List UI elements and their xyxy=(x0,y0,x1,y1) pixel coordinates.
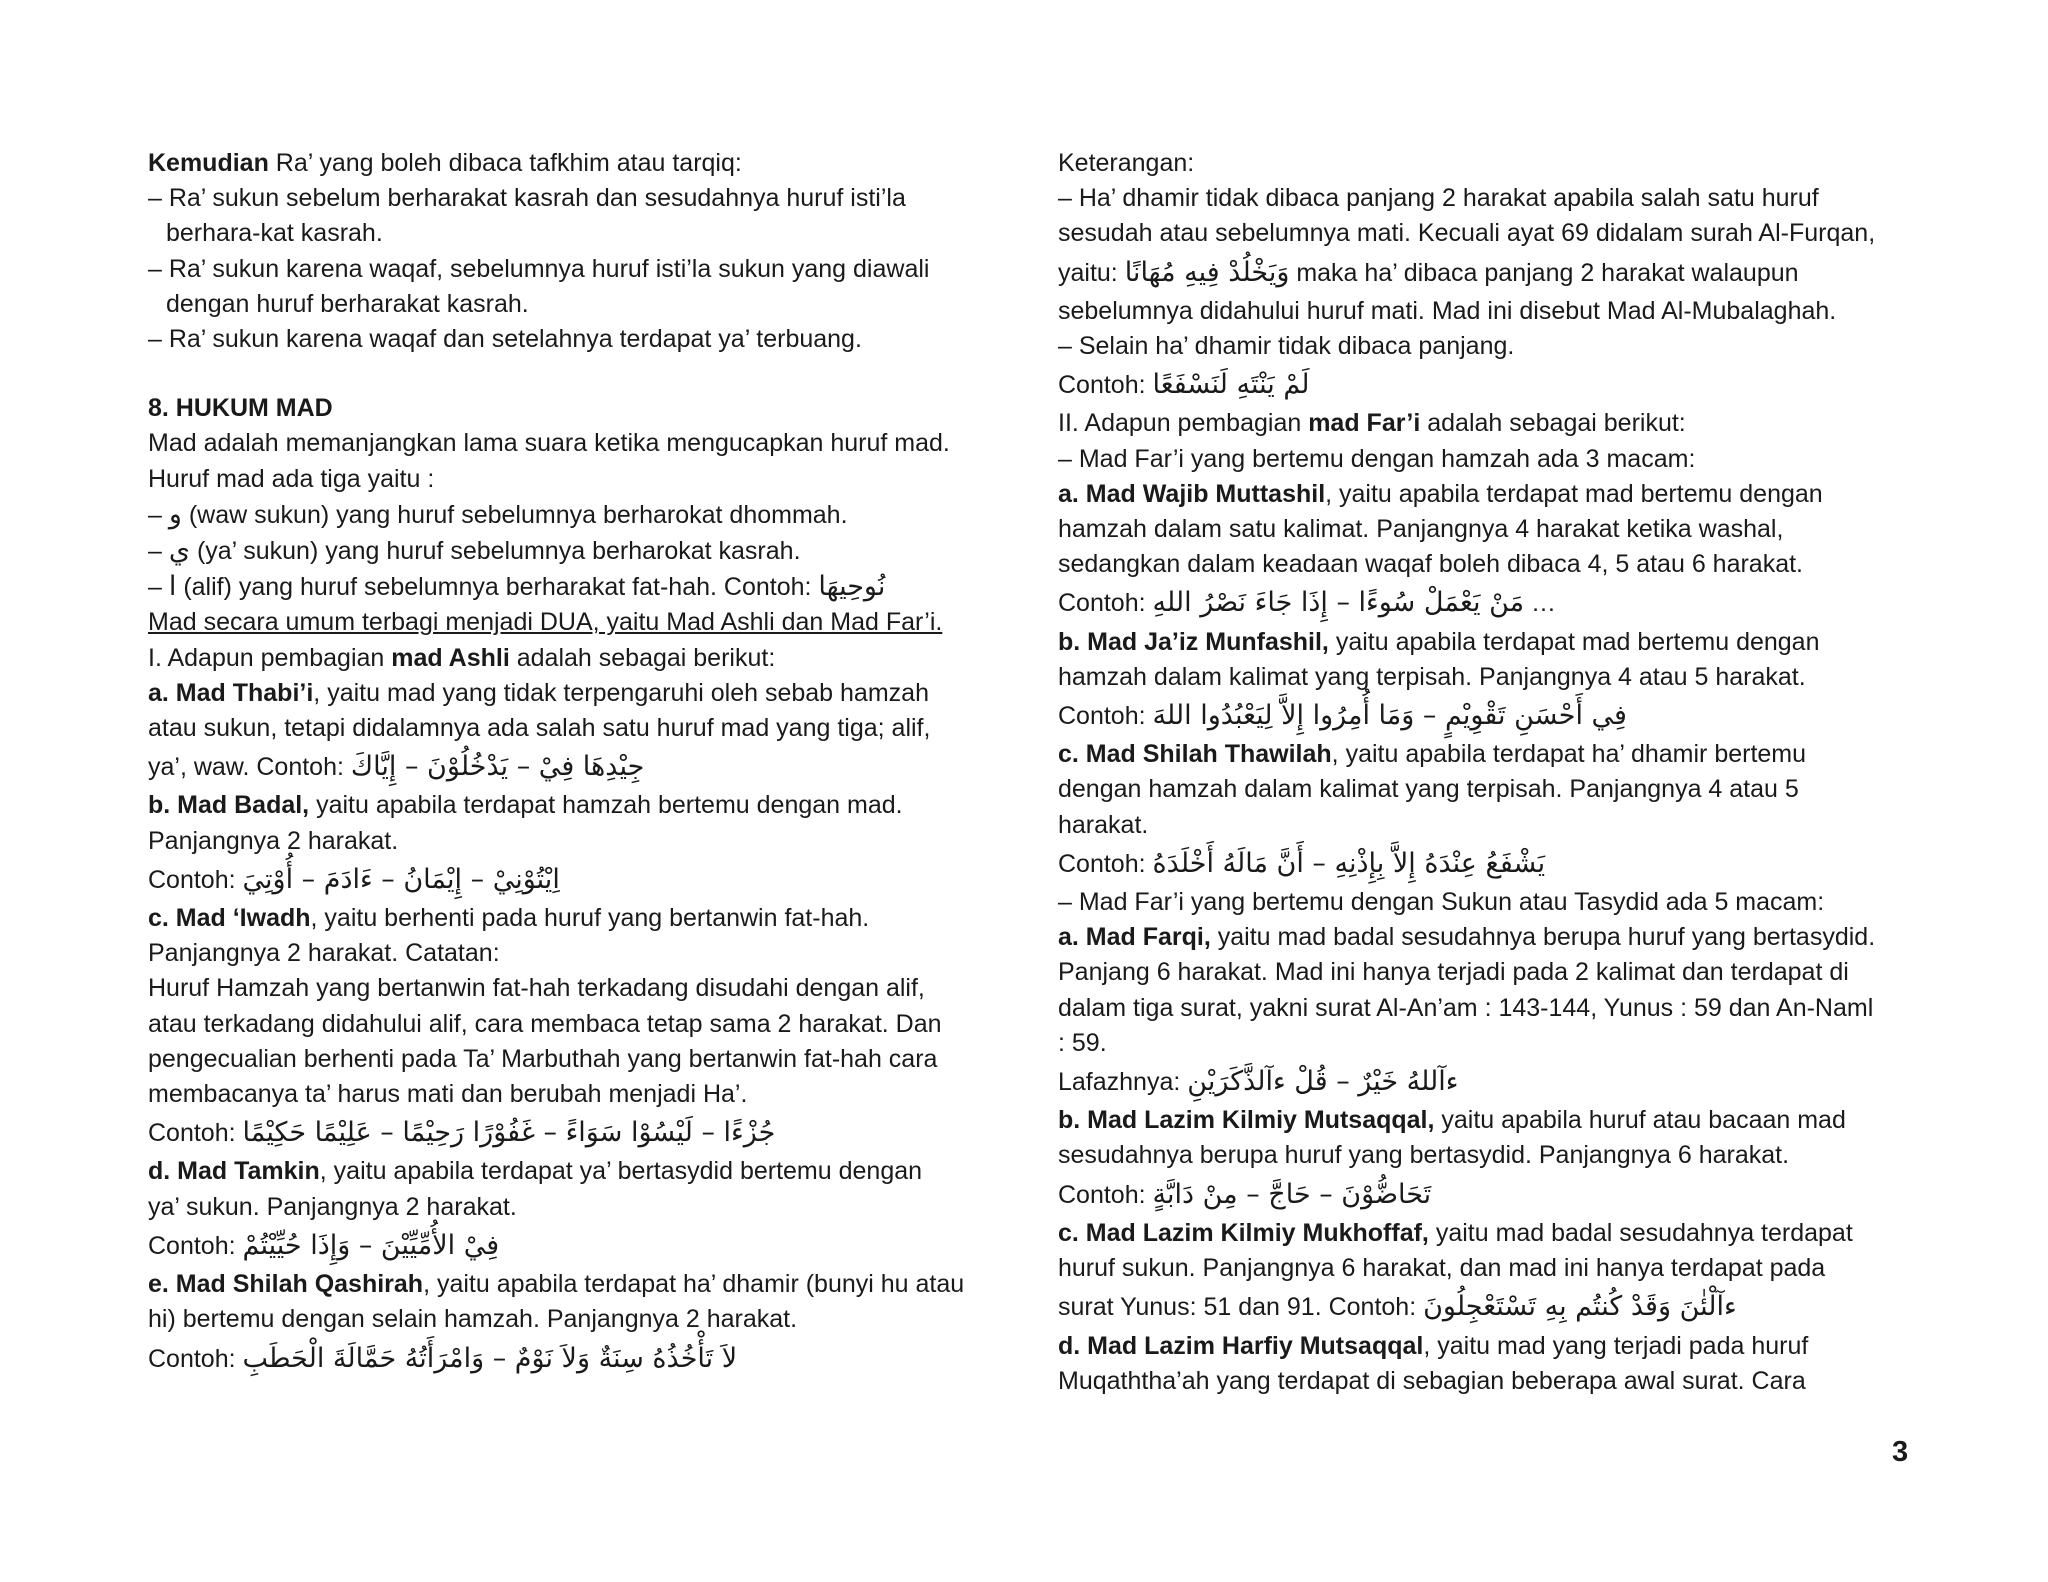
ra-heading: Kemudian xyxy=(148,149,269,177)
arabic-example: جِيْدِهَا فِيْ – يَدْخُلُوْنَ – إِيَّاكَ xyxy=(350,751,645,783)
iwadh-note-3: pengecualian berhenti pada Ta’ Marbuthah yang bertanwin fat-hah cara xyxy=(148,1044,938,1073)
sukun-intro: – Mad Far’i yang bertemu dengan Sukun atau Tasydid ada 5 macam: xyxy=(1058,888,1825,917)
selain-line: – Selain ha’ dhamir tidak dibaca panjang. xyxy=(1058,332,1515,361)
tamkin-example-line: Contoh: فِيْ الأُمِّيِّيْنَ – وَإِذَا حُيِّيْتُمْ xyxy=(148,1229,500,1261)
thawilah-line1: c. Mad Shilah Thawilah, yaitu apabila terdapat ha’ dhamir bertemu xyxy=(1058,740,1807,769)
farqi-line2: Panjang 6 harakat. Mad ini hanya terjadi pada 2 kalimat dan terdapat di xyxy=(1058,958,1849,987)
badal-line2: Panjangnya 2 harakat. xyxy=(148,826,399,855)
thawilah-line2: dengan hamzah dalam kalimat yang terpisah. Panjangnya 4 atau 5 xyxy=(1058,775,1799,804)
iwadh-example-line: Contoh: جُزْءًا – لَيْسُوْا سَوَاءً – غَفُوْرًا رَحِيْمًا – عَلِيْمًا حَكِيْمًا xyxy=(148,1117,776,1149)
arabic-example: وَيَخْلُدْ فِيهِ مُهَانًا xyxy=(1124,256,1290,288)
thabii-line2: atau sukun, tetapi didalamnya ada salah satu huruf mad yang tiga; alif, xyxy=(148,714,931,743)
thawilah-example-line: Contoh: يَشْفَعُ عِنْدَهُ إِلاَّ بِإِذْنِهِ – أَنَّ مَالَهُ أَخْلَدَهُ xyxy=(1058,847,1546,879)
mad-letter-alif: – ا (alif) yang huruf sebelumnya berharakat fat-hah. Contoh: نُوحِيهَا xyxy=(148,571,886,603)
kilmiy-mutsaqqal-line1: b. Mad Lazim Kilmiy Mutsaqqal, yaitu apabila huruf atau bacaan mad xyxy=(1058,1106,1846,1135)
arabic-example: جُزْءًا – لَيْسُوْا سَوَاءً – غَفُوْرًا رَحِيْمًا – عَلِيْمًا حَكِيْمًا xyxy=(242,1117,776,1149)
arabic-example: ءآللهُ خَيْرٌ – قُلْ ءآلذَّكَرَيْنِ xyxy=(1187,1066,1459,1098)
ra-rule-3: – Ra’ sukun karena waqaf dan setelahnya terdapat ya’ terbuang. xyxy=(148,325,862,354)
wajib-line2: hamzah dalam satu kalimat. Panjangnya 4 harakat ketika washal, xyxy=(1058,515,1784,544)
farqi-example-line: Lafazhnya: ءآللهُ خَيْرٌ – قُلْ ءآلذَّكَرَيْنِ xyxy=(1058,1066,1459,1098)
mukhoffaf-line3: surat Yunus: 51 dan 91. Contoh: ءآلْئٰنَ وَقَدْ كُنتُم بِهِ تَسْتَعْجِلُونَ xyxy=(1058,1291,1737,1323)
harfiy-line2: Muqaththa’ah yang terdapat di sebagian beberapa awal surat. Cara xyxy=(1058,1366,1806,1395)
mad-letter-waw: – و (waw sukun) yang huruf sebelumnya berharokat dhommah. xyxy=(148,498,848,530)
arabic-example: لَمْ يَنْتَهِ لَنَسْفَعًا xyxy=(1152,369,1310,401)
arabic-example: لاَ تَأْخُذُهُ سِنَةٌ وَلاَ نَوْمٌ – وَامْرَأَتُهُ حَمَّالَةَ الْحَطَبِ xyxy=(242,1342,738,1374)
fari-intro: II. Adapun pembagian mad Far’i adalah sebagai berikut: xyxy=(1058,409,1686,438)
farqi-line3: dalam tiga surat, yakni surat Al-An’am : 143-144, Yunus : 59 dan An-Naml xyxy=(1058,993,1874,1022)
ra-rule-2-cont: dengan huruf berharakat kasrah. xyxy=(166,289,529,318)
mad-letter-ya: – ي (ya’ sukun) yang huruf sebelumnya berharokat kasrah. xyxy=(148,535,801,567)
thawilah-line3: harakat. xyxy=(1058,810,1149,839)
jaiz-line1: b. Mad Ja’iz Munfashil, yaitu apabila terdapat mad bertemu dengan xyxy=(1058,627,1820,656)
ra-rule-1-cont: berhara-kat kasrah. xyxy=(166,219,383,248)
left-column xyxy=(148,146,1018,1380)
ra-rule-1: – Ra’ sukun sebelum berharakat kasrah dan sesudahnya huruf isti’la xyxy=(148,184,906,213)
qashirah-example-line: Contoh: لاَ تَأْخُذُهُ سِنَةٌ وَلاَ نَوْمٌ – وَامْرَأَتُهُ حَمَّالَةَ الْحَطَبِ xyxy=(148,1342,738,1374)
farqi-line4: : 59. xyxy=(1058,1028,1107,1057)
mubalaghah-line: sebelumnya didahului huruf mati. Mad ini disebut Mad Al-Mubalaghah. xyxy=(1058,296,1837,325)
thabii-line1: a. Mad Thabi’i, yaitu mad yang tidak terpengaruhi oleh sebab hamzah xyxy=(148,678,929,707)
jaiz-example-line: Contoh: فِي أَحْسَنِ تَقْوِيْمٍ – وَمَا أُمِرُوا إِلاَّ لِيَعْبُدُوا اللهَ xyxy=(1058,700,1627,732)
harfiy-line1: d. Mad Lazim Harfiy Mutsaqqal, yaitu mad yang terjadi pada huruf xyxy=(1058,1331,1809,1360)
tamkin-line1: d. Mad Tamkin, yaitu apabila terdapat ya’ bertasydid bertemu dengan xyxy=(148,1157,923,1186)
iwadh-note-2: atau terkadang didahului alif, cara membaca tetap sama 2 harakat. Dan xyxy=(148,1009,942,1038)
right-column xyxy=(1058,146,1918,1399)
badal-line1: b. Mad Badal, yaitu apabila terdapat hamzah bertemu dengan mad. xyxy=(148,791,903,820)
jaiz-line2: hamzah dalam kalimat yang terpisah. Panjangnya 4 atau 5 harakat. xyxy=(1058,662,1806,691)
ashli-intro: I. Adapun pembagian mad Ashli adalah sebagai berikut: xyxy=(148,643,776,672)
arabic-example: تَحَاضُّوْنَ – حَاجَّ – مِنْ دَابَّةٍ xyxy=(1152,1178,1432,1210)
hamzah-intro: – Mad Far’i yang bertemu dengan hamzah ada 3 macam: xyxy=(1058,444,1696,473)
qashirah-line1: e. Mad Shilah Qashirah, yaitu apabila terdapat ha’ dhamir (bunyi hu atau xyxy=(148,1270,965,1299)
tamkin-line2: ya’ sukun. Panjangnya 2 harakat. xyxy=(148,1192,517,1221)
wajib-line3: sedangkan dalam keadaan waqaf boleh dibaca 4, 5 atau 6 harakat. xyxy=(1058,550,1803,579)
iwadh-note-4: membacanya ta’ harus mati dan berubah menjadi Ha’. xyxy=(148,1080,748,1109)
furqan-line: yaitu: وَيَخْلُدْ فِيهِ مُهَانًا maka ha’ dibaca panjang 2 harakat walaupun xyxy=(1058,256,1799,288)
ra-rule-2: – Ra’ sukun karena waqaf, sebelumnya huruf isti’la sukun yang diawali xyxy=(148,254,930,283)
mad-definition: Mad adalah memanjangkan lama suara ketika mengucapkan huruf mad. xyxy=(148,429,950,458)
kilmiy-mutsaqqal-example-line: Contoh: تَحَاضُّوْنَ – حَاجَّ – مِنْ دَابَّةٍ xyxy=(1058,1178,1432,1210)
mukhoffaf-line2: huruf sukun. Panjangnya 6 harakat, dan mad ini hanya terdapat pada xyxy=(1058,1254,1826,1283)
mad-letters-intro: Huruf mad ada tiga yaitu : xyxy=(148,464,435,493)
wajib-example-line: Contoh: مَنْ يَعْمَلْ سُوءًا – إِذَا جَاءَ نَصْرُ اللهِ … xyxy=(1058,587,1557,619)
iwadh-line1: c. Mad ‘Iwadh, yaitu berhenti pada huruf yang bertanwin fat-hah. xyxy=(148,904,870,933)
iwadh-note-1: Huruf Hamzah yang bertanwin fat-hah terkadang disudahi dengan alif, xyxy=(148,974,925,1003)
arabic-example: اِيْتُوْنِيْ – إِيْمَانُ – ءَادَمَ – أُوْتِيَ xyxy=(242,863,560,895)
arabic-example: يَشْفَعُ عِنْدَهُ إِلاَّ بِإِذْنِهِ – أَنَّ مَالَهُ أَخْلَدَهُ xyxy=(1152,847,1546,879)
iwadh-line2: Panjangnya 2 harakat. Catatan: xyxy=(148,939,500,968)
dhamir-line-2: sesudah atau sebelumnya mati. Kecuali ayat 69 didalam surah Al-Furqan, xyxy=(1058,219,1876,248)
page-number: 3 xyxy=(1892,1436,1909,1468)
wajib-line1: a. Mad Wajib Muttashil, yaitu apabila terdapat mad bertemu dengan xyxy=(1058,479,1823,508)
selain-example-line: Contoh: لَمْ يَنْتَهِ لَنَسْفَعًا xyxy=(1058,369,1310,401)
ra-intro-line: Kemudian Ra’ yang boleh dibaca tafkhim atau tarqiq: xyxy=(148,149,742,177)
thabii-line3: ya’, waw. Contoh: جِيْدِهَا فِيْ – يَدْخُلُوْنَ – إِيَّاكَ xyxy=(148,751,645,783)
mad-division: Mad secara umum terbagi menjadi DUA, yaitu Mad Ashli dan Mad Far’i. xyxy=(148,608,943,637)
arabic-example: نُوحِيهَا xyxy=(818,571,886,603)
farqi-line1: a. Mad Farqi, yaitu mad badal sesudahnya berupa huruf yang bertasydid. xyxy=(1058,923,1876,952)
keterangan-heading: Keterangan: xyxy=(1058,149,1195,177)
arabic-example: ءآلْئٰنَ وَقَدْ كُنتُم بِهِ تَسْتَعْجِلُونَ xyxy=(1423,1291,1737,1323)
qashirah-line2: hi) bertemu dengan selain hamzah. Panjangnya 2 harakat. xyxy=(148,1305,798,1334)
arabic-example: فِي أَحْسَنِ تَقْوِيْمٍ – وَمَا أُمِرُوا إِلاَّ لِيَعْبُدُوا اللهَ xyxy=(1152,700,1627,732)
dhamir-line-1: – Ha’ dhamir tidak dibaca panjang 2 harakat apabila salah satu huruf xyxy=(1058,184,1819,213)
badal-example-line: Contoh: اِيْتُوْنِيْ – إِيْمَانُ – ءَادَمَ – أُوْتِيَ xyxy=(148,863,560,895)
section-title: 8. HUKUM MAD xyxy=(148,394,333,423)
kilmiy-mutsaqqal-line2: sesudahnya berupa huruf yang bertasydid. Panjangnya 6 harakat. xyxy=(1058,1141,1790,1170)
arabic-example: مَنْ يَعْمَلْ سُوءًا – إِذَا جَاءَ نَصْرُ اللهِ xyxy=(1152,587,1525,619)
arabic-example: فِيْ الأُمِّيِّيْنَ – وَإِذَا حُيِّيْتُمْ xyxy=(242,1229,500,1261)
mukhoffaf-line1: c. Mad Lazim Kilmiy Mukhoffaf, yaitu mad badal sesudahnya terdapat xyxy=(1058,1218,1853,1247)
